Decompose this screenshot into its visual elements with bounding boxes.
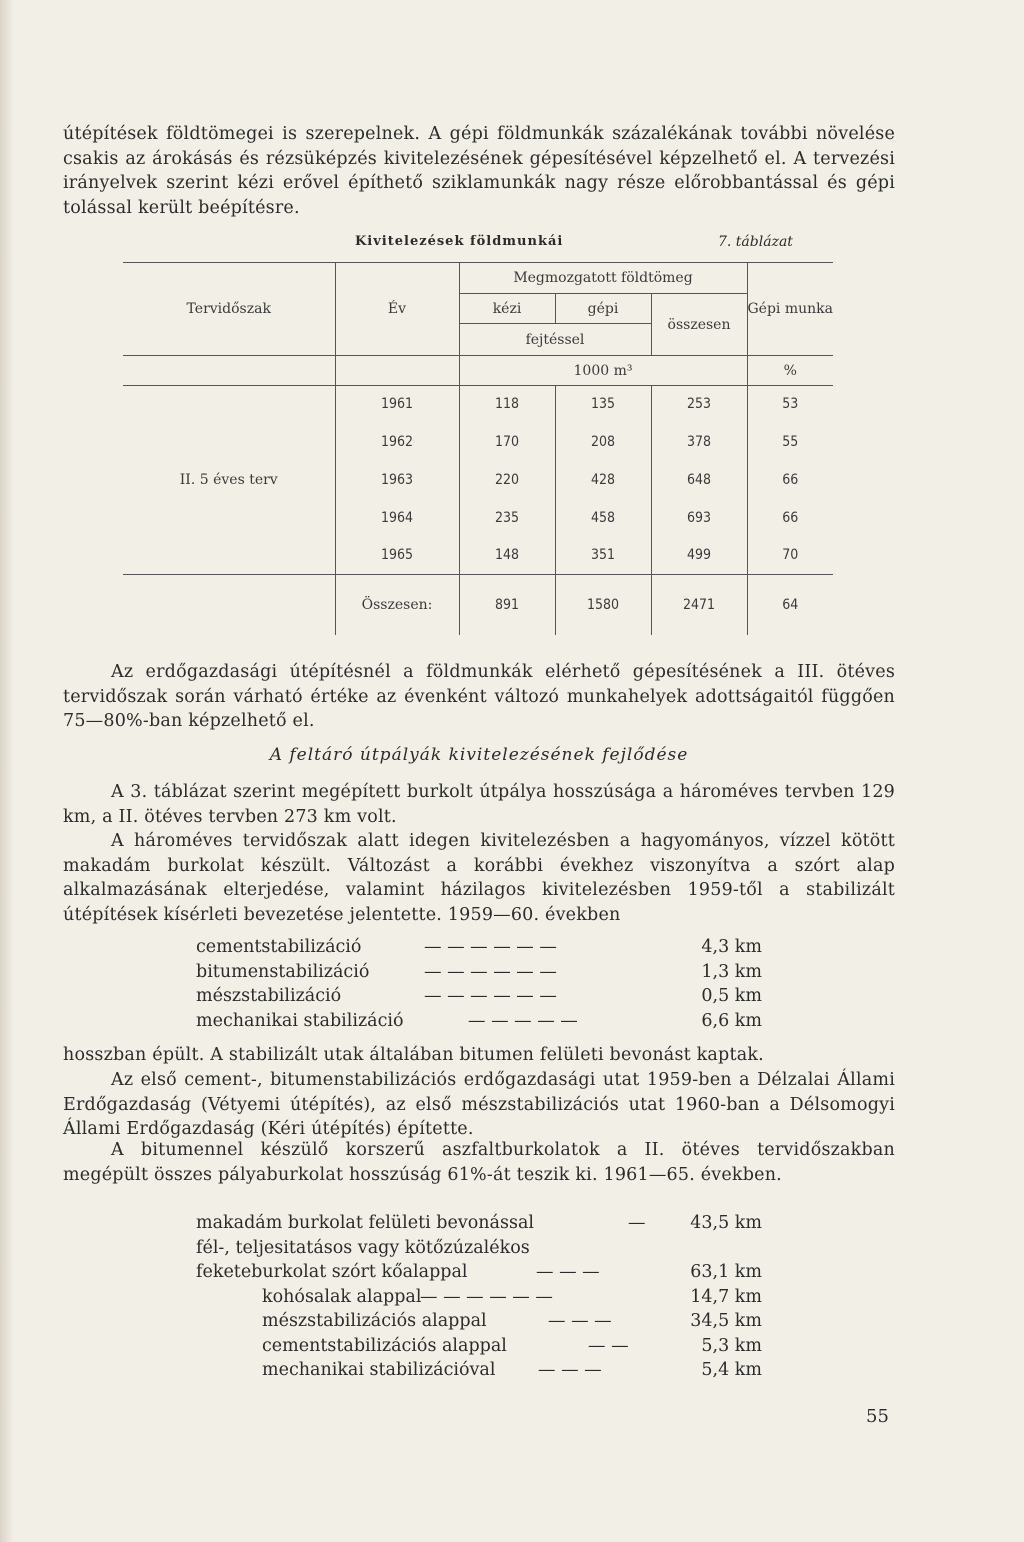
- header-machine-work: Gépi munka: [747, 263, 833, 356]
- period-label: II. 5 éves terv: [179, 472, 278, 488]
- sum-total: 2471: [651, 575, 747, 635]
- header-moved: Megmozgatott földtömeg: [459, 263, 747, 294]
- row-year: 1965: [335, 537, 459, 575]
- header-machine: gépi: [555, 294, 651, 324]
- sum-pct: 64: [747, 575, 833, 635]
- unit-volume: 1000 m³: [459, 356, 747, 386]
- row-manual: 170: [459, 423, 555, 461]
- sum-label: Összesen:: [335, 575, 459, 635]
- paragraph-mechanisation: Az erdőgazdasági útépítésnél a földmunkák elérhető gépesítésének a III. ötéves tervidőszak során várható értéke az évenként változó munkahelyek adottságaitól függően 75—80%-ban képzelhető el.: [63, 662, 895, 731]
- row-pct: 55: [747, 423, 833, 461]
- row-total: 253: [651, 386, 747, 423]
- unit-percent: %: [747, 356, 833, 386]
- header-year: Év: [335, 263, 459, 356]
- stabilization-list: [196, 935, 762, 1033]
- list-item: kohósalak alappal — — — — — — 14,7 km: [262, 1286, 762, 1307]
- table-caption: [355, 234, 815, 254]
- row-manual: 118: [459, 386, 555, 423]
- table-title: Kivitelezések földmunkái: [355, 234, 564, 249]
- row-manual: 220: [459, 461, 555, 499]
- earthwork-table: [123, 262, 833, 635]
- row-total: 648: [651, 461, 747, 499]
- row-total: 693: [651, 499, 747, 537]
- row-machine: 428: [555, 461, 651, 499]
- paragraph-asphalt: A bitumennel készülő korszerű aszfaltburkolatok a II. ötéves tervidőszakban megépült összes pályaburkolat hosszúság 61%-át teszik ki. 1961—65. években.: [63, 1140, 895, 1185]
- row-manual: 148: [459, 537, 555, 575]
- paragraph-length-built: hosszban épült. A stabilizált utak általában bitumen felületi bevonást kaptak.: [63, 1045, 764, 1065]
- sum-manual: 891: [459, 575, 555, 635]
- header-manual: kézi: [459, 294, 555, 324]
- row-year: 1964: [335, 499, 459, 537]
- list-item: fél-, teljesitatásos vagy kötőzúzalékos: [196, 1237, 530, 1258]
- row-year: 1962: [335, 423, 459, 461]
- row-manual: 235: [459, 499, 555, 537]
- section-title: A feltáró útpályák kivitelezésének fejlődése: [269, 745, 689, 765]
- paragraph-pavement-length: A 3. táblázat szerint megépített burkolt útpálya hosszúsága a hároméves tervben 129 km, a II. ötéves tervben 273 km volt.: [63, 782, 895, 827]
- pavement-list: [196, 1211, 762, 1383]
- header-period: Tervidőszak: [123, 263, 335, 356]
- header-excavation: fejtéssel: [459, 324, 651, 356]
- row-total: 499: [651, 537, 747, 575]
- row-year: 1963: [335, 461, 459, 499]
- page-edge-shadow: [0, 0, 14, 1542]
- list-item: bitumenstabilizáció — — — — — — 1,3 km: [196, 961, 762, 982]
- row-machine: 351: [555, 537, 651, 575]
- list-item: mészstabilizáció — — — — — — 0,5 km: [196, 986, 762, 1006]
- list-item: makadám burkolat felületi bevonással — 43,5 km: [196, 1213, 762, 1233]
- row-year: 1961: [335, 386, 459, 423]
- page-number: 55: [866, 1406, 889, 1427]
- sum-machine: 1580: [555, 575, 651, 635]
- list-item: mechanikai stabilizációval — — — 5,4 km: [262, 1360, 762, 1380]
- row-machine: 208: [555, 423, 651, 461]
- row-total: 378: [651, 423, 747, 461]
- list-item: mészstabilizációs alappal — — — 34,5 km: [262, 1311, 762, 1331]
- table-number: 7. táblázat: [718, 234, 793, 250]
- header-total: összesen: [651, 294, 747, 356]
- row-machine: 458: [555, 499, 651, 537]
- row-pct: 66: [747, 499, 833, 537]
- list-item: cementstabilizációs alappal — — 5,3 km: [262, 1335, 762, 1356]
- list-item: feketeburkolat szórt kőalappal — — — 63,1 km: [196, 1262, 762, 1282]
- list-item: cementstabilizáció — — — — — — 4,3 km: [196, 937, 762, 957]
- paragraph-three-year-plan: A hároméves tervidőszak alatt idegen kivitelezésben a hagyományos, vízzel kötött makadám burkolat készült. Változást a korábbi évekhez viszonyítva a szórt alap alkalmazásának elterjedése, valamint házilagos kivitelezésben 1959-től a stabilizált útépítések kísérleti bevezetése jelentette. 1959—60. években: [63, 831, 895, 925]
- row-machine: 135: [555, 386, 651, 423]
- row-pct: 53: [747, 386, 833, 423]
- list-item: mechanikai stabilizáció — — — — — 6,6 km: [196, 1010, 762, 1031]
- paragraph-intro: útépítések földtömegei is szerepelnek. A gépi földmunkák százalékának további növelése csakis az árokásás és rézsüképzés kivitelezésének gépesítésével képzelhető el. A tervezési irányelvek szerint kézi erővel építhető sziklamunkák nagy része előrobbantással és gépi tolással került beépítésre.: [63, 124, 895, 218]
- paragraph-first-roads: Az első cement-, bitumenstabilizációs erdőgazdasági utat 1959-ben a Délzalai Állami Erdőgazdaság (Vétyemi útépítés), az első mészstabilizációs utat 1960-ban a Délsomogyi Állami Erdőgazdaság (Kéri útépítés) építette.: [63, 1070, 895, 1139]
- row-pct: 70: [747, 537, 833, 575]
- row-pct: 66: [747, 461, 833, 499]
